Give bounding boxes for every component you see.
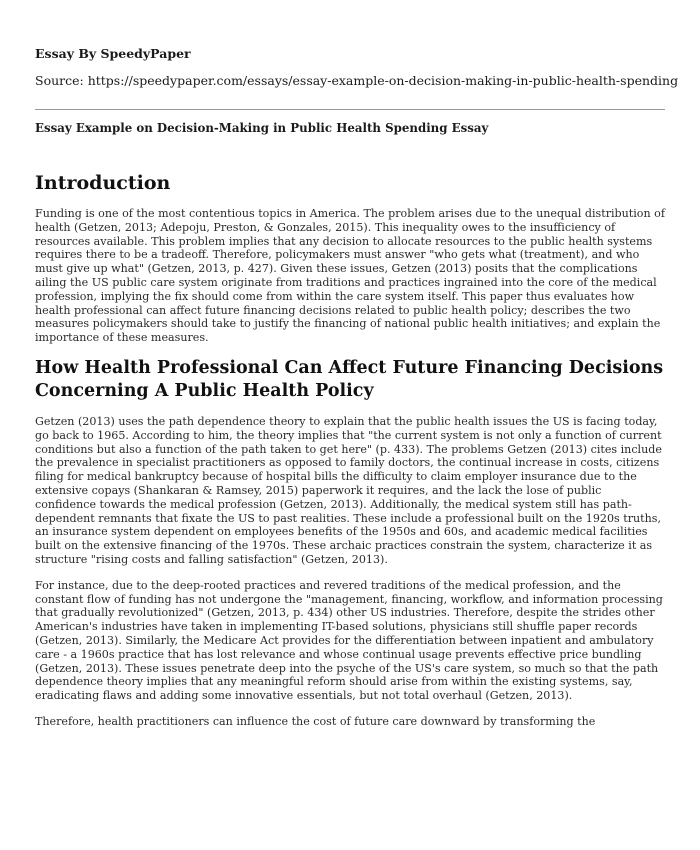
brand-label: Essay By SpeedyPaper <box>35 46 191 61</box>
source-line[interactable]: Source: https://speedypaper.com/essays/essay-example-on-decision-making-in-public-health-spending <box>35 73 679 88</box>
section-paragraph: For instance, due to the deep-rooted practices and revered traditions of the medical profession, and the constant flow of funding has not undergone the "management, financing, workflow, and information processing that gradually revolutionized" (Getzen, 2013, p. 434) other US industries. Therefore, despite the strides other American's industries have taken in implementing IT-based solutions, physicians still shuffle paper records (Getzen, 2013). Similarly, the Medicare Act provides for the differentiation between inpatient and ambulatory care - a 1960s practice that has lost relevance and whose continual usage prevents effective price bundling (Getzen, 2013). These issues penetrate deep into the psyche of the US's care system, so much so that the path dependence theory implies that any meaningful reform should arise from within the existing systems, say, eradicating flaws and adding some innovative essentials, but not total overhaul (Getzen, 2013). <box>35 578 663 703</box>
header-divider <box>35 109 665 110</box>
section-paragraph: Therefore, health practitioners can influence the cost of future care downward by transforming the <box>35 714 596 728</box>
essay-body <box>35 171 665 741</box>
essay-title: Essay Example on Decision-Making in Public Health Spending Essay <box>35 121 489 135</box>
section-paragraph: Getzen (2013) uses the path dependence theory to explain that the public health issues the US is facing today, go back to 1965. According to him, the theory implies that "the current system is not only a function of current conditions but also a function of the path taken to get here" (p. 433). The problems Getzen (2013) cites include the prevalence in specialist practitioners as opposed to family doctors, the continual increase in costs, citizens filing for medical bankruptcy because of hospital bills the difficulty to claim employer insurance due to the extensive copays (Shankaran & Ramsey, 2015) paperwork it requires, and the lack the lose of public confidence towards the medical profession (Getzen, 2013). Additionally, the medical system still has path-dependent remnants that fixate the US to past realities. These include a professional built on the 1920s truths, an insurance system dependent on employees benefits of the 1950s and 60s, and academic medical facilities built on the extensive financing of the 1970s. These archaic practices constrain the system, characterize it as structure "rising costs and falling satisfaction" (Getzen, 2013). <box>35 414 662 566</box>
introduction-heading: Introduction <box>35 172 171 194</box>
section-heading: How Health Professional Can Affect Future Financing Decisions Concerning A Public Health Policy <box>35 357 664 401</box>
introduction-paragraph: Funding is one of the most contentious topics in America. The problem arises due to the unequal distribution of health (Getzen, 2013; Adepoju, Preston, & Gonzales, 2015). This inequality owes to the insufficiency of resources available. This problem implies that any decision to allocate resources to the public health systems requires there to be a tradeoff. Therefore, policymakers must answer "who gets what (treatment), and who must give up what" (Getzen, 2013, p. 427). Given these issues, Getzen (2013) posits that the complications ailing the US public care system originate from traditions and practices ingrained into the core of the medical profession, implying the fix should come from within the care system itself. This paper thus evaluates how health professional can affect future financing decisions related to public health policy; describes the two measures policymakers should take to justify the financing of national public health initiatives; and explain the importance of these measures. <box>35 207 665 345</box>
